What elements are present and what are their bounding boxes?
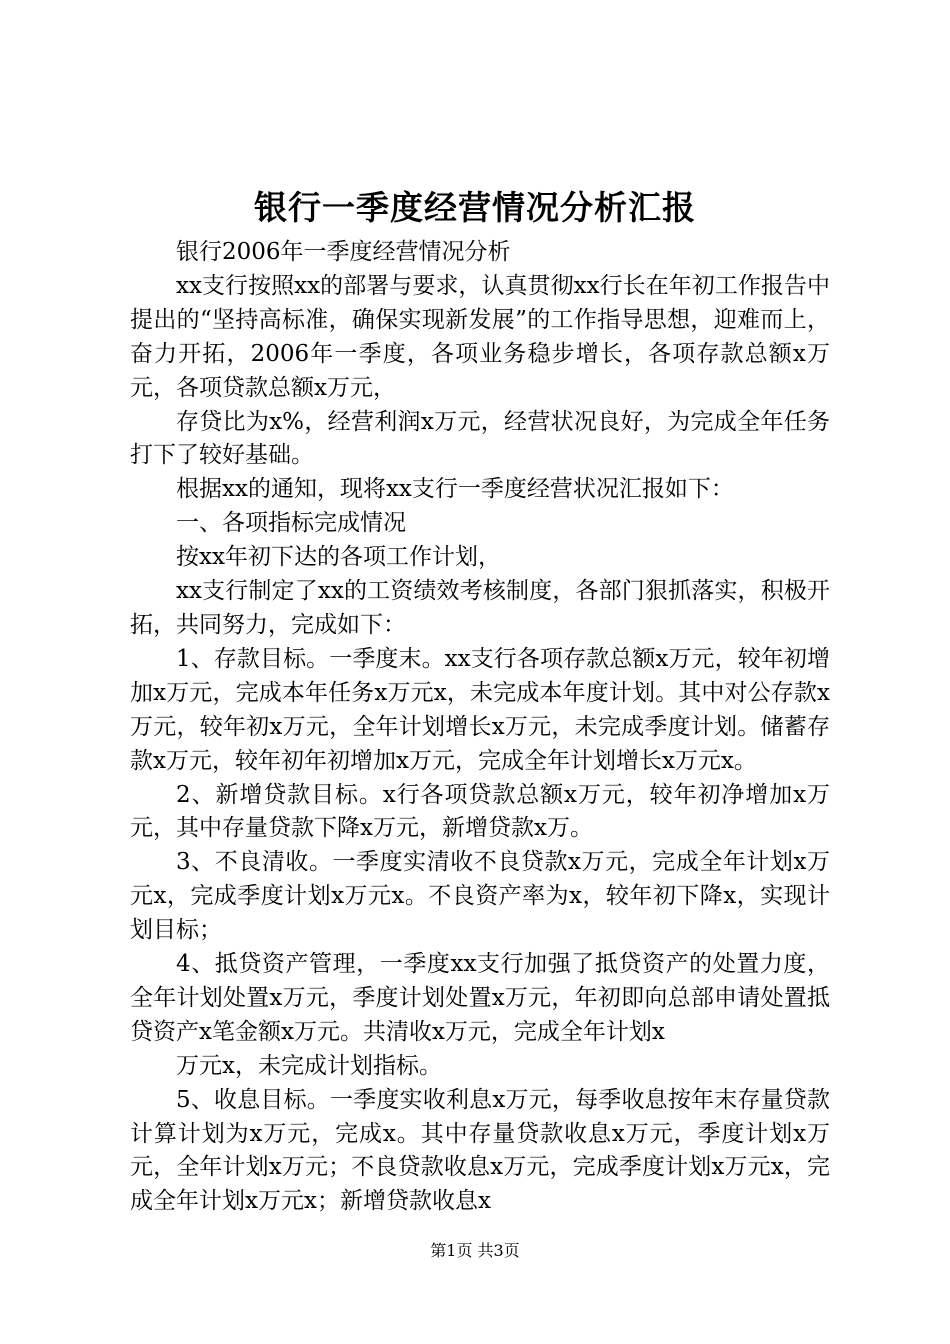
paragraph-collateral-assets: 4、抵贷资产管理，一季度xx支行加强了抵贷资产的处置力度，全年计划处置x万元，季度计划处置x万元，年初即向总部申请处置抵贷资产x笔金额x万元。共清收x万元，完成全年计划x — [130, 951, 830, 1045]
paragraph-plan: 按xx年初下达的各项工作计划， — [176, 544, 501, 571]
page-footer: 第1页 共3页 — [430, 1241, 520, 1260]
paragraph-deposit-target: 1、存款目标。一季度末。xx支行各项存款总额x万元，较年初增加x万元，完成本年任务x万元x，未完成本年度计划。其中对公存款x万元，较年初x万元，全年计划增长x万元，未完成季度计划。储蓄存款x万元，较年初年初增加x万元，完成全年计划增长x万元x。 — [130, 645, 830, 774]
document-title: 银行一季度经营情况分析汇报 — [254, 188, 696, 227]
paragraph-notice: 根据xx的通知，现将xx支行一季度经营状况汇报如下： — [176, 476, 734, 503]
paragraph-system: xx支行制定了xx的工资绩效考核制度，各部门狠抓落实，积极开拓，共同努力，完成如下： — [130, 578, 830, 638]
section-heading-indicators: 一、各项指标完成情况 — [176, 510, 406, 537]
paragraph-collateral-continued: 万元x，未完成计划指标。 — [176, 1052, 442, 1079]
paragraph-bad-debt: 3、不良清收。一季度实清收不良贷款x万元，完成全年计划x万元x，完成季度计划x万元x。不良资产率为x，较年初下降x，实现计划目标； — [130, 849, 830, 944]
paragraph-intro: xx支行按照xx的部署与要求，认真贯彻xx行长在年初工作报告中提出的“坚持高标准，确保实现新发展”的工作指导思想，迎难而上，奋力开拓，2006年一季度，各项业务稳步增长，各项存款总额x万元，各项贷款总额x万元， — [130, 272, 830, 401]
paragraph-loan-target: 2、新增贷款目标。x行各项贷款总额x万元，较年初净增加x万元，其中存量贷款下降x万元，新增贷款x万。 — [130, 781, 830, 842]
document-body — [130, 236, 830, 1219]
paragraph-ratio: 存贷比为x%，经营利润x万元，经营状况良好，为完成全年任务打下了较好基础。 — [130, 408, 830, 469]
paragraph-interest-target: 5、收息目标。一季度实收利息x万元，每季收息按年末存量贷款计算计划为x万元，完成x。其中存量贷款收息x万元，季度计划x万元，全年计划x万元；不良贷款收息x万元，完成季度计划x万元x，完成全年计划x万元x；新增贷款收息x — [130, 1086, 830, 1215]
paragraph-subtitle: 银行2006年一季度经营情况分析 — [176, 239, 511, 265]
